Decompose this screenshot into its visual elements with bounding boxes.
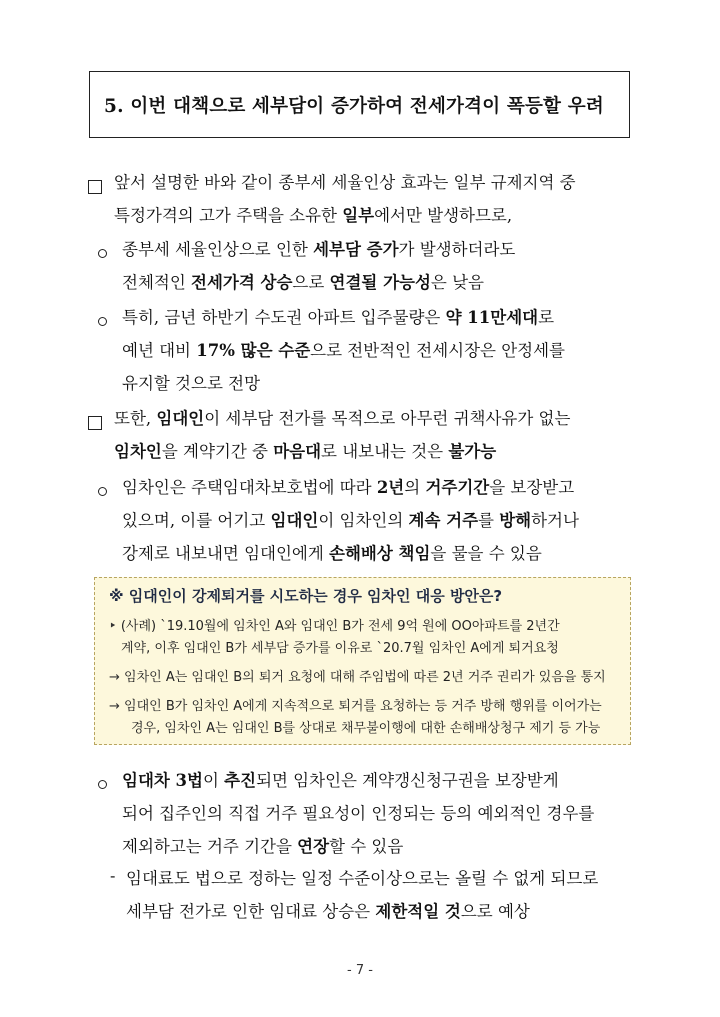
p2s1-line-1 — [122, 471, 579, 504]
p2-line-2 — [114, 435, 570, 468]
p1-line-2 — [114, 199, 576, 232]
p2s1-line-3 — [122, 537, 579, 570]
text: 이 — [202, 771, 225, 790]
text: 에서만 발생하므로, — [374, 206, 513, 225]
text: 가 발생하더라도 — [398, 240, 516, 259]
bold-text: 전세가격 상승 — [191, 273, 293, 292]
paragraph-1 — [114, 166, 576, 232]
text: 이 세부담 전가를 목적으로 아무런 귀책사유가 없는 — [204, 409, 571, 428]
bold-text: 연결될 가능성 — [329, 273, 431, 292]
text: 을 계약기간 중 — [161, 442, 274, 461]
text: 을 물을 수 있음 — [430, 544, 542, 563]
bold-text: 임대차 3법 — [122, 771, 203, 790]
p3d-line-1: 임대료도 법으로 정하는 일정 수준이상으로는 올릴 수 없게 되므로 — [126, 869, 599, 888]
callout-step-1 — [109, 666, 606, 685]
text: 또한, — [114, 409, 157, 428]
text: (사례) `19.10월에 임차인 A와 임대인 B가 전세 9억 원에 OO아파트를 2년간 — [120, 619, 560, 634]
text: 로 — [538, 308, 555, 327]
text: 특정가격의 고가 주택을 소유한 — [114, 206, 343, 225]
bold-text: 일부 — [342, 206, 375, 225]
callout-step-2-line-1 — [109, 695, 602, 714]
text: 로 내보내는 것은 — [321, 442, 449, 461]
text: 하거나 — [531, 511, 579, 530]
dash-bullet-icon: - — [110, 866, 116, 885]
paragraph-2-sub-1 — [122, 471, 579, 570]
bold-text: 방해 — [499, 511, 532, 530]
checkbox-bullet-icon — [88, 178, 102, 197]
text: 전체적인 — [122, 273, 192, 292]
p3-line-2: 되어 집주인의 직접 거주 필요성이 인정되는 등의 예외적인 경우를 — [122, 804, 595, 823]
text: 으로 전반적인 전세시장은 안정세를 — [310, 341, 565, 360]
callout-case-line-1 — [109, 615, 560, 634]
circle-bullet-icon — [98, 483, 107, 502]
bold-text: 손해배상 책임 — [329, 544, 431, 563]
text: 강제로 내보내면 임대인에게 — [122, 544, 330, 563]
bold-text: 2년 — [376, 478, 405, 497]
p1s2-line-1 — [122, 301, 565, 334]
bold-text: 임대인 — [156, 409, 205, 428]
arrow-right-icon: → — [109, 699, 120, 714]
text: 의 — [404, 478, 426, 497]
text: 이 임차인의 — [318, 511, 409, 530]
circle-bullet-icon — [98, 776, 107, 795]
p1s2-line-2 — [122, 334, 565, 367]
p3-line-1 — [122, 764, 594, 797]
bold-text: 약 11만세대 — [445, 308, 539, 327]
text: 제외하고는 거주 기간을 — [122, 837, 298, 856]
bold-text: 17% 많은 수준 — [196, 341, 311, 360]
text: 을 보장받고 — [489, 478, 575, 497]
text: 할 수 있음 — [329, 837, 404, 856]
circle-bullet-icon — [98, 245, 107, 264]
p1-line-1: 앞서 설명한 바와 같이 종부세 세율인상 효과는 일부 규제지역 중 — [114, 173, 576, 192]
text: 예년 대비 — [122, 341, 197, 360]
p1s1-line-2 — [122, 266, 515, 299]
text: 를 — [478, 511, 500, 530]
triangle-bullet-icon: ‣ — [109, 619, 117, 634]
p3-line-3 — [122, 830, 594, 863]
text: 은 낮음 — [430, 273, 484, 292]
text: 종부세 세율인상으로 인한 — [122, 240, 314, 259]
bold-text: 불가능 — [448, 442, 497, 461]
checkbox-bullet-icon — [88, 414, 102, 433]
text: 되면 임차인은 계약갱신청구권을 보장받게 — [256, 771, 559, 790]
text: 특히, 금년 하반기 수도권 아파트 입주물량은 — [122, 308, 446, 327]
circle-bullet-icon — [98, 313, 107, 332]
paragraph-3-dash — [126, 862, 598, 928]
callout-case-line-2: 계약, 이후 임대인 B가 세부담 증가를 이유로 `20.7월 임차인 A에게 퇴거요청 — [121, 641, 559, 656]
bold-text: 계속 거주 — [408, 511, 479, 530]
bold-text: 거주기간 — [425, 478, 490, 497]
p1s2-line-3: 유지할 것으로 전망 — [122, 374, 261, 393]
text: 으로 — [292, 273, 330, 292]
text: 임차인은 주택임대차보호법에 따라 — [122, 478, 377, 497]
paragraph-1-sub-2 — [122, 301, 565, 400]
text: 세부담 전가로 인한 임대료 상승은 — [126, 902, 376, 921]
paragraph-3 — [122, 764, 594, 863]
tenant-response-callout — [94, 577, 631, 745]
page-number: - 7 - — [347, 963, 373, 978]
paragraph-1-sub-1 — [122, 233, 515, 299]
text: 으로 예상 — [460, 902, 530, 921]
paragraph-2 — [114, 402, 570, 468]
section-title: 5. 이번 대책으로 세부담이 증가하여 전세가격이 폭등할 우려 — [89, 71, 630, 138]
callout-step-2-line-2: 경우, 임차인 A는 임대인 B를 상대로 채무불이행에 대한 손해배상청구 제기 등 가능 — [131, 721, 601, 736]
bold-text: 임대인 — [270, 511, 319, 530]
bold-text: 임차인 — [114, 442, 162, 461]
bold-text: 제한적일 것 — [375, 902, 461, 921]
text: 임대인 B가 임차인 A에게 지속적으로 퇴거를 요청하는 등 거주 방해 행위를 이어가는 — [124, 699, 602, 714]
p2-line-1 — [114, 402, 570, 435]
bold-text: 추진 — [224, 771, 257, 790]
bold-text: 세부담 증가 — [313, 240, 399, 259]
bold-text: 연장 — [297, 837, 330, 856]
p1s1-line-1 — [122, 233, 515, 266]
bold-text: 마음대 — [273, 442, 322, 461]
text: 임차인 A는 임대인 B의 퇴거 요청에 대해 주임법에 따른 2년 거주 권리가 있음을 통지 — [124, 670, 606, 685]
arrow-right-icon: → — [109, 670, 120, 685]
text: 있으며, 이를 어기고 — [122, 511, 271, 530]
p2s1-line-2 — [122, 504, 579, 537]
callout-title: ※ 임대인이 강제퇴거를 시도하는 경우 임차인 대응 방안은? — [109, 587, 503, 605]
p3d-line-2 — [126, 895, 598, 928]
